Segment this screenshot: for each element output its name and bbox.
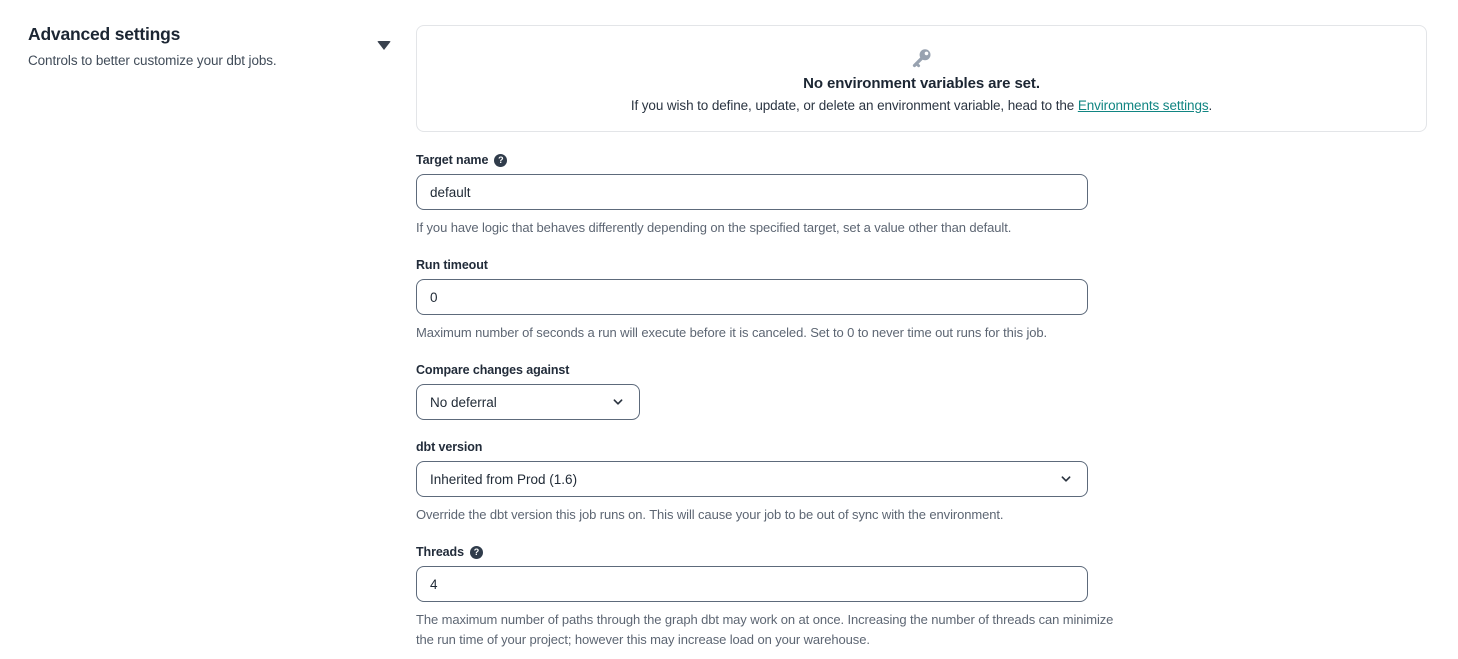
chevron-down-icon xyxy=(1059,472,1073,486)
run-timeout-input[interactable] xyxy=(416,279,1088,315)
target-name-input[interactable] xyxy=(416,174,1088,210)
env-empty-title: No environment variables are set. xyxy=(803,74,1040,92)
threads-input[interactable] xyxy=(416,566,1088,602)
compare-changes-value: No deferral xyxy=(430,394,497,410)
compare-changes-label: Compare changes against xyxy=(416,363,570,377)
dbt-version-label: dbt version xyxy=(416,440,483,454)
run-timeout-label: Run timeout xyxy=(416,258,488,272)
threads-section xyxy=(416,545,1428,650)
page-subtitle: Controls to better customize your dbt jobs. xyxy=(28,52,277,68)
target-name-label: Target name xyxy=(416,153,489,167)
run-timeout-section xyxy=(416,258,1428,343)
compare-changes-section xyxy=(416,363,1428,420)
env-empty-message xyxy=(631,98,1212,113)
target-name-help-icon[interactable] xyxy=(494,154,507,167)
chevron-down-icon xyxy=(611,395,625,409)
compare-changes-select[interactable] xyxy=(416,384,640,420)
page-title: Advanced settings xyxy=(28,24,181,44)
collapse-caret-icon[interactable] xyxy=(377,41,391,50)
threads-help-icon[interactable] xyxy=(470,546,483,559)
env-message-suffix: . xyxy=(1208,97,1213,113)
dbt-version-help-text: Override the dbt version this job runs on. This will cause your job to be out of sync with the environment. xyxy=(416,507,1004,522)
target-name-section xyxy=(416,153,1428,238)
threads-label: Threads xyxy=(416,545,464,559)
dbt-version-section xyxy=(416,440,1428,525)
dbt-version-value: Inherited from Prod (1.6) xyxy=(430,471,578,487)
caret-column xyxy=(377,22,416,650)
env-variables-card xyxy=(416,25,1427,132)
threads-help-text: The maximum number of paths through the graph dbt may work on at once. Increasing the number of threads can minimize the run time of your project; however this may increase load on your warehouse. xyxy=(416,612,1114,647)
run-timeout-help-text: Maximum number of seconds a run will execute before it is canceled. Set to 0 to never time out runs for this job. xyxy=(416,325,1048,340)
env-message-prefix: If you wish to define, update, or delete an environment variable, head to the xyxy=(630,97,1078,113)
environments-settings-link[interactable]: Environments settings xyxy=(1077,97,1209,113)
key-icon xyxy=(910,47,933,70)
section-header xyxy=(28,22,377,650)
settings-form xyxy=(416,22,1428,650)
target-name-help-text: If you have logic that behaves differently depending on the specified target, set a value other than default. xyxy=(416,220,1012,235)
dbt-version-select[interactable] xyxy=(416,461,1088,497)
